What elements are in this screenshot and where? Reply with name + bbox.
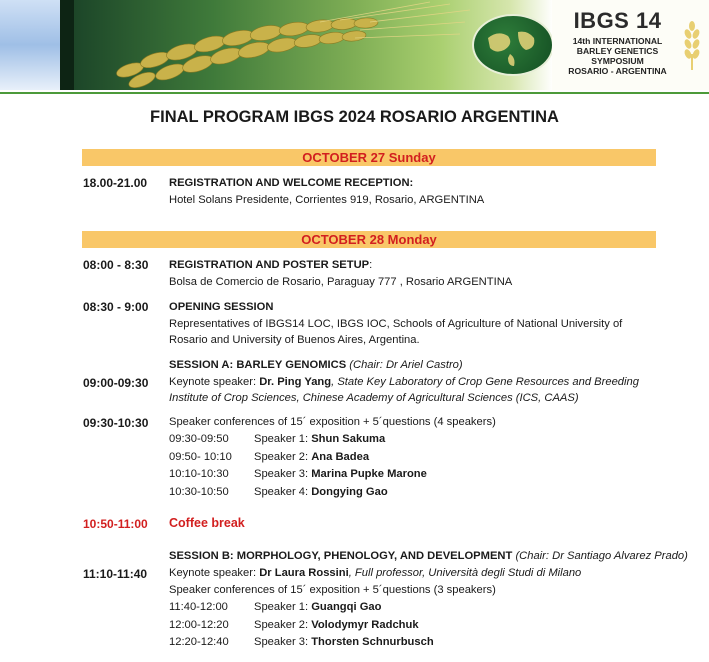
keynote-affiliation: , State Key Laboratory of Crop Gene Resources and Breeding Institute of Crop Sciences, Chinese Academy of Agricultural Sciences (ICS, CAAS) <box>169 376 639 404</box>
session-a-conf-text: Speaker conferences of 15´ exposition + 5´questions (4 speakers) <box>169 416 496 428</box>
event-title <box>169 175 413 191</box>
header-banner <box>0 0 709 90</box>
day-header-oct-27: OCTOBER 27 Sunday <box>82 149 656 166</box>
speaker-name: Marina Pupke Marone <box>311 468 427 480</box>
registration-time: 08:00 - 8:30 <box>83 258 149 272</box>
speaker-name: Guangqi Gao <box>311 601 382 613</box>
coffee-break-label: Coffee break <box>169 516 245 530</box>
speaker-label: Speaker 3: <box>254 468 312 480</box>
speaker-name: Dongying Gao <box>311 486 388 498</box>
session-a-heading <box>169 357 463 373</box>
speaker-name: Thorsten Schnurbusch <box>311 636 434 648</box>
opening-title-text: OPENING SESSION <box>169 301 274 313</box>
keynote-prefix: Keynote speaker: <box>169 567 260 579</box>
registration-title <box>169 257 372 273</box>
speaker-time: 12:00-12:20 <box>169 619 229 631</box>
keynote-name: Dr Laura Rossini <box>259 567 349 579</box>
page-title: FINAL PROGRAM IBGS 2024 ROSARIO ARGENTINA <box>150 108 559 126</box>
speaker-name: Ana Badea <box>311 451 370 463</box>
speaker-label: Speaker 1: <box>254 601 312 613</box>
header-divider <box>0 92 709 94</box>
banner-blue-edge <box>0 0 60 90</box>
speaker-label: Speaker 1: <box>254 433 312 445</box>
registration-detail: Bolsa de Comercio de Rosario, Paraguay 777 , Rosario ARGENTINA <box>169 276 513 288</box>
session-b-title: SESSION B: MORPHOLOGY, PHENOLOGY, AND DEVELOPMENT <box>169 550 513 562</box>
session-b-heading <box>169 548 688 564</box>
keynote-name: Dr. Ping Yang <box>259 376 332 388</box>
session-a-time: 09:00-09:30 <box>83 376 149 390</box>
speaker-name: Shun Sakuma <box>311 433 386 445</box>
speaker-entry <box>254 601 381 613</box>
speaker-entry <box>254 636 434 648</box>
session-a-title: SESSION A: BARLEY GENOMICS <box>169 359 347 371</box>
keynote-prefix: Keynote speaker: <box>169 376 260 388</box>
speaker-entry <box>254 433 385 445</box>
speaker-entry <box>254 486 388 498</box>
registration-colon: : <box>369 259 373 271</box>
logo-line: 14th INTERNATIONAL <box>572 36 663 46</box>
opening-time: 08:30 - 9:00 <box>83 300 149 314</box>
keynote-affiliation: , Full professor, Università degli Studi di Milano <box>348 567 582 579</box>
speaker-label: Speaker 4: <box>254 486 312 498</box>
registration-title-text: REGISTRATION AND POSTER SETUP <box>169 259 370 271</box>
session-a-conf-time: 09:30-10:30 <box>83 416 149 430</box>
session-b-conf-text: Speaker conferences of 15´ exposition + 5´questions (3 speakers) <box>169 584 496 596</box>
logo-line: SYMPOSIUM <box>591 56 644 66</box>
opening-detail: Representatives of IBGS14 LOC, IBGS IOC, Schools of Agriculture of National University of Rosario and University of Buenos Aires, Argentina. <box>169 318 623 346</box>
session-b-time: 11:10-11:40 <box>83 567 148 581</box>
coffee-time: 10:50-11:00 <box>83 517 148 531</box>
ibgs-logo-title: IBGS 14 <box>573 8 662 33</box>
session-b-chair: (Chair: Dr Santiago Alvarez Prado) <box>515 550 688 562</box>
barley-ear-image <box>70 0 490 90</box>
day-header-oct-28: OCTOBER 28 Monday <box>82 231 656 248</box>
event-title-text: REGISTRATION AND WELCOME RECEPTION: <box>169 177 414 189</box>
speaker-entry <box>254 619 419 631</box>
speaker-label: Speaker 3: <box>254 636 312 648</box>
speaker-time: 10:30-10:50 <box>169 486 229 498</box>
ibgs-logo-subtitle <box>560 36 675 76</box>
speaker-time: 09:50- 10:10 <box>169 451 232 463</box>
speaker-name: Volodymyr Radchuk <box>311 619 419 631</box>
speaker-time: 10:10-10:30 <box>169 468 229 480</box>
logo-line: BARLEY GENETICS <box>576 46 659 56</box>
globe-icon <box>474 16 552 74</box>
ibgs-globe-logo <box>472 14 554 76</box>
session-a-keynote <box>169 374 649 406</box>
speaker-entry <box>254 468 427 480</box>
speaker-time: 12:20-12:40 <box>169 636 229 648</box>
speaker-time: 09:30-09:50 <box>169 433 229 445</box>
logo-line: ROSARIO - ARGENTINA <box>568 66 667 76</box>
speaker-entry <box>254 451 369 463</box>
wheat-icon <box>680 18 704 70</box>
speaker-label: Speaker 2: <box>254 619 312 631</box>
event-detail: Hotel Solans Presidente, Corrientes 919, Rosario, ARGENTINA <box>169 194 485 206</box>
speaker-label: Speaker 2: <box>254 451 312 463</box>
session-b-keynote <box>169 565 581 581</box>
session-a-chair: (Chair: Dr Ariel Castro) <box>349 359 463 371</box>
speaker-time: 11:40-12:00 <box>169 601 228 613</box>
opening-title <box>169 299 273 315</box>
event-time: 18.00-21.00 <box>83 176 148 190</box>
